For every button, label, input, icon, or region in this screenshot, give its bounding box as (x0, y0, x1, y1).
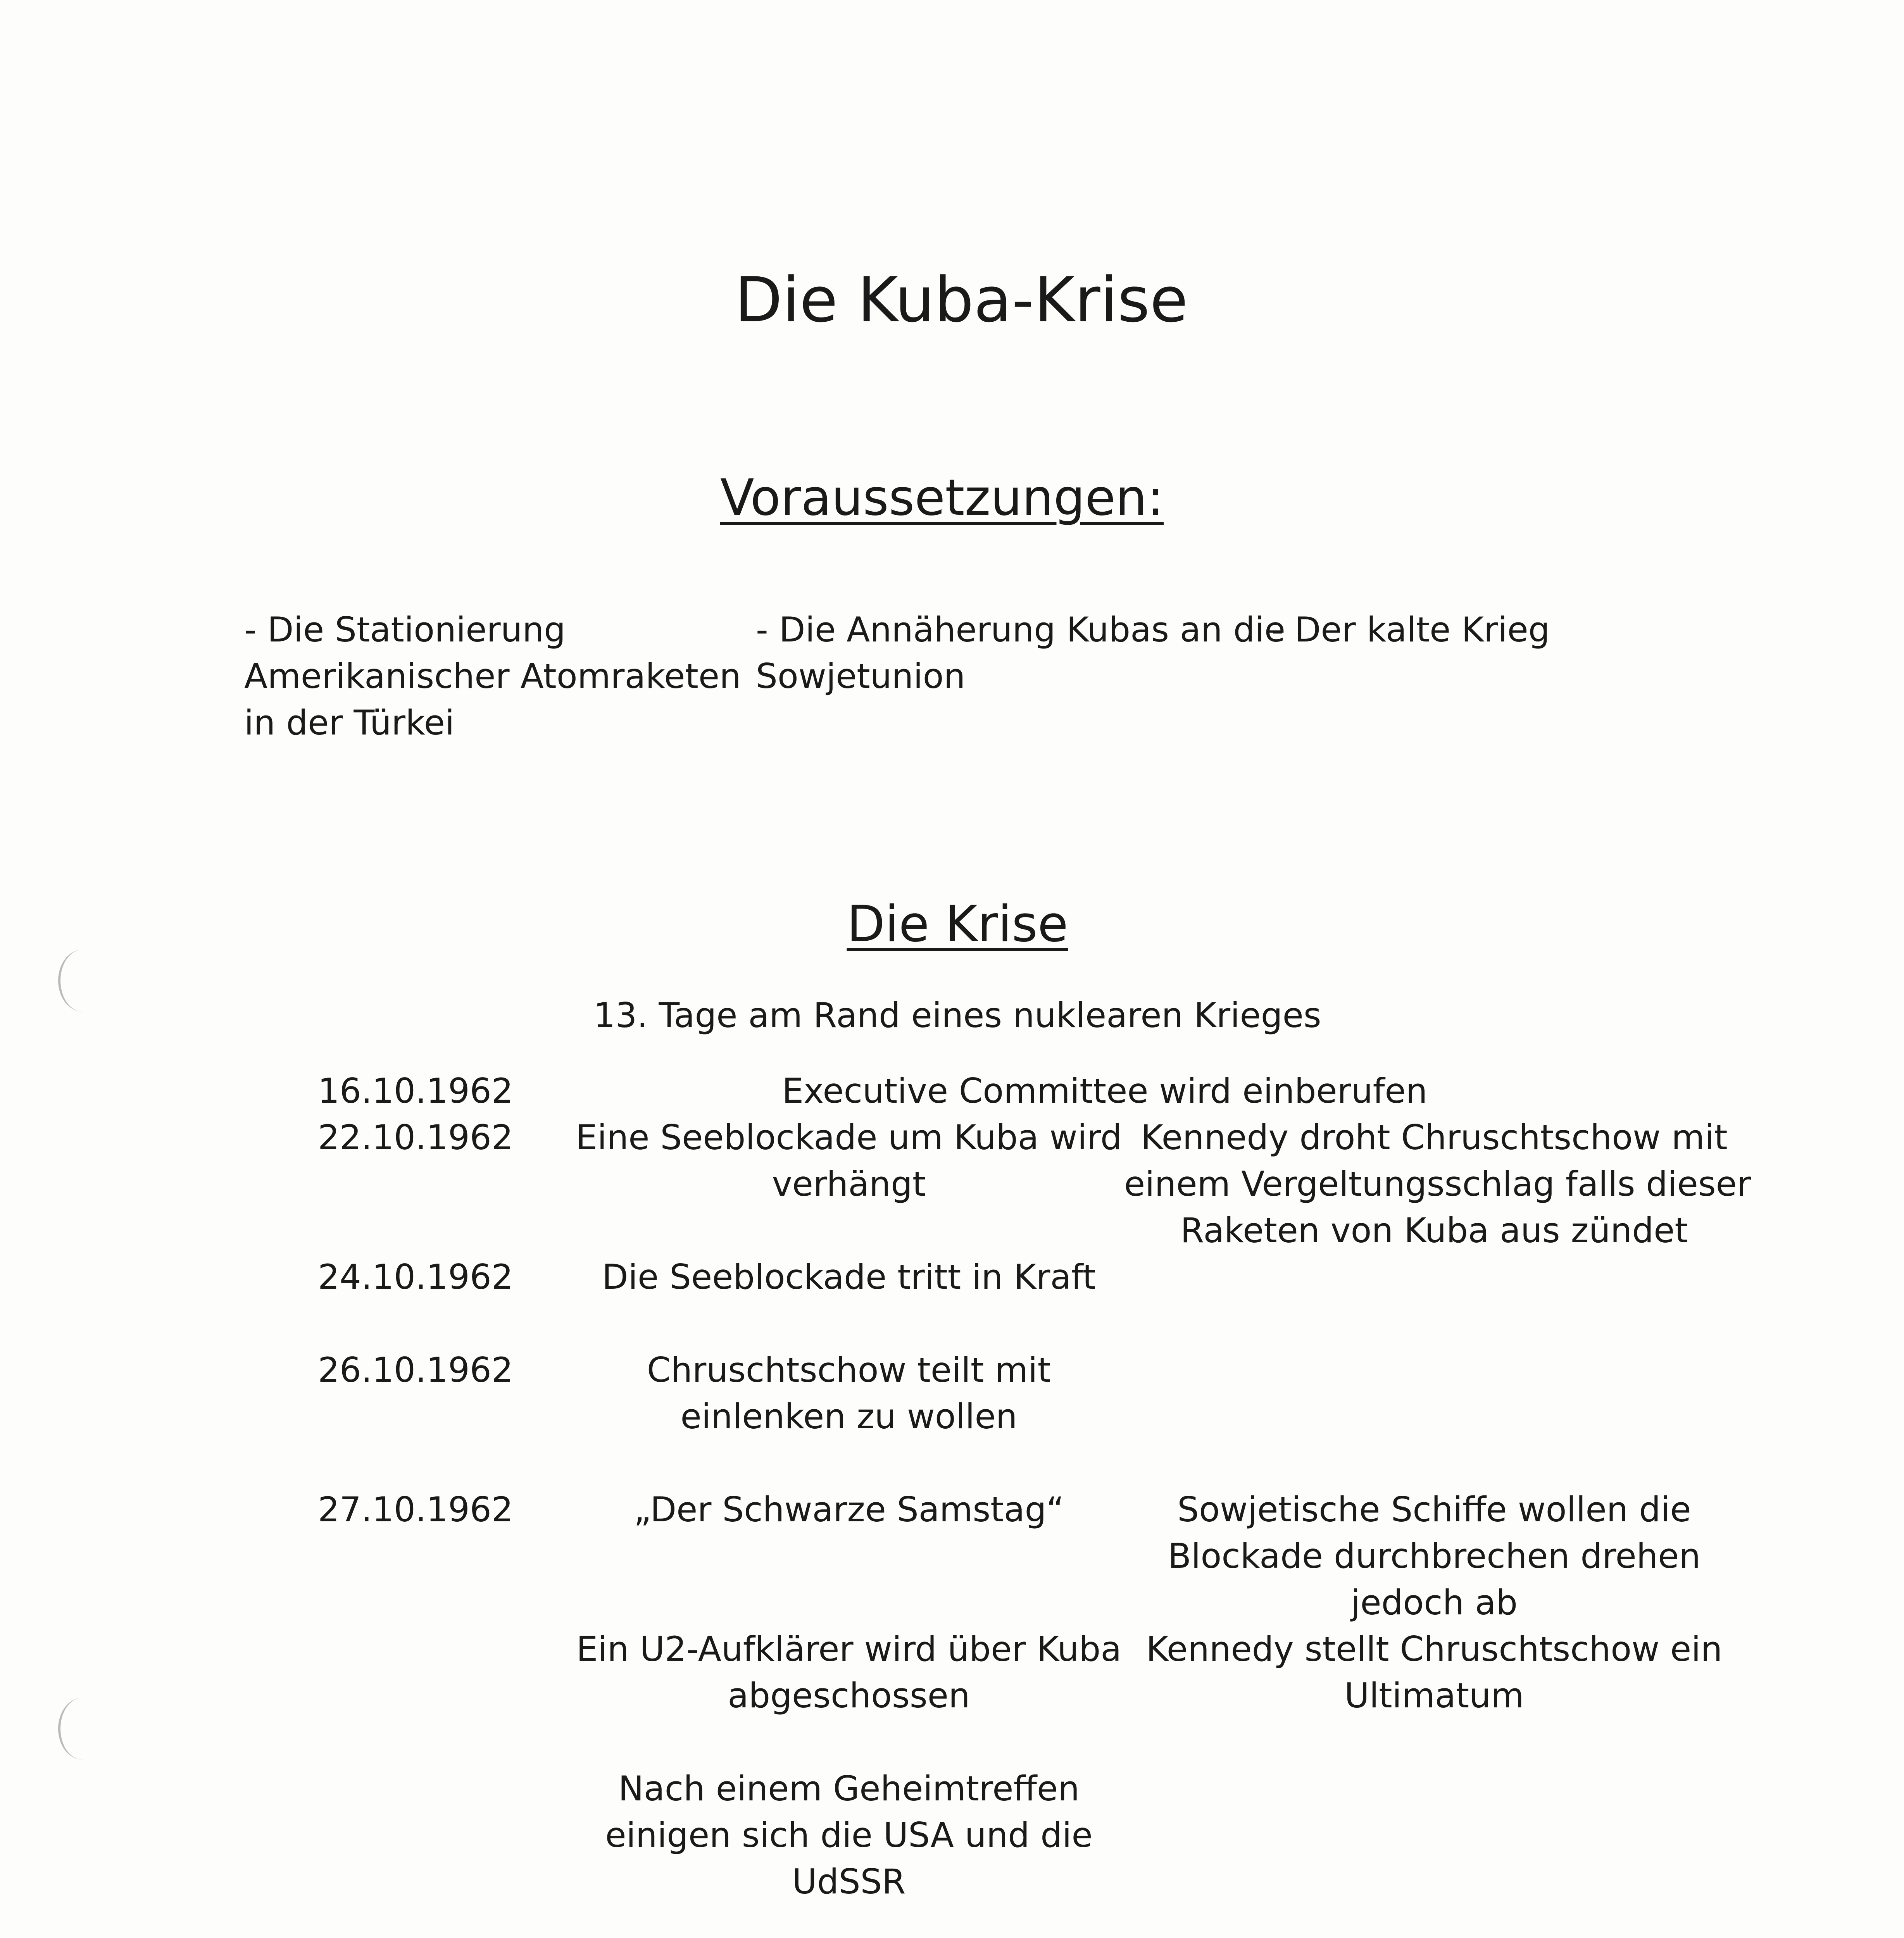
timeline-event: Eine Seeblockade um Kuba wird verhängt (576, 1117, 1122, 1204)
crisis-subtitle: 13. Tage am Rand eines nuklearen Krieges (593, 995, 1321, 1035)
prerequisite-item: - Die Annäherung Kubas an die Sowjetunion (756, 610, 1286, 696)
hole-mark-bottom (58, 1698, 107, 1760)
timeline-date: 26.10.1962 (318, 1350, 513, 1390)
timeline-event: Ein U2-Aufklärer wird über Kuba abgeschossen (576, 1629, 1122, 1716)
timeline-date: 24.10.1962 (318, 1257, 513, 1297)
timeline-event: Chruschtschow teilt mit einlenken zu wollen (647, 1350, 1051, 1436)
section-heading-crisis: Die Krise (847, 895, 1068, 953)
timeline-event: Nach einem Geheimtreffen einigen sich die USA und die UdSSR (605, 1769, 1093, 1902)
timeline-event-secondary: Sowjetische Schiffe wollen die Blockade durchbrechen drehen jedoch ab (1168, 1490, 1701, 1622)
timeline-date: 22.10.1962 (318, 1117, 513, 1157)
timeline-event: Die Seeblockade tritt in Kraft (602, 1257, 1096, 1297)
timeline-event-secondary: Kennedy stellt Chruschtschow ein Ultimatum (1146, 1629, 1723, 1716)
prerequisite-item: - Die Stationierung Amerikanischer Atomraketen in der Türkei (244, 610, 741, 743)
timeline-event: Executive Committee wird einberufen (782, 1071, 1428, 1111)
timeline-event-secondary: Kennedy droht Chruschtschow mit einem Vergeltungsschlag falls dieser Raketen von Kuba aus zündet (1124, 1117, 1751, 1250)
prerequisite-item: - Der kalte Krieg (1271, 610, 1550, 650)
hole-mark-top (58, 950, 107, 1012)
page-title: Die Kuba-Krise (735, 264, 1188, 336)
section-heading-prerequisites: Voraussetzungen: (720, 469, 1164, 527)
timeline-date: 16.10.1962 (318, 1071, 513, 1111)
timeline-event: „Der Schwarze Samstag“ (633, 1490, 1064, 1529)
timeline-date: 27.10.1962 (318, 1490, 513, 1529)
